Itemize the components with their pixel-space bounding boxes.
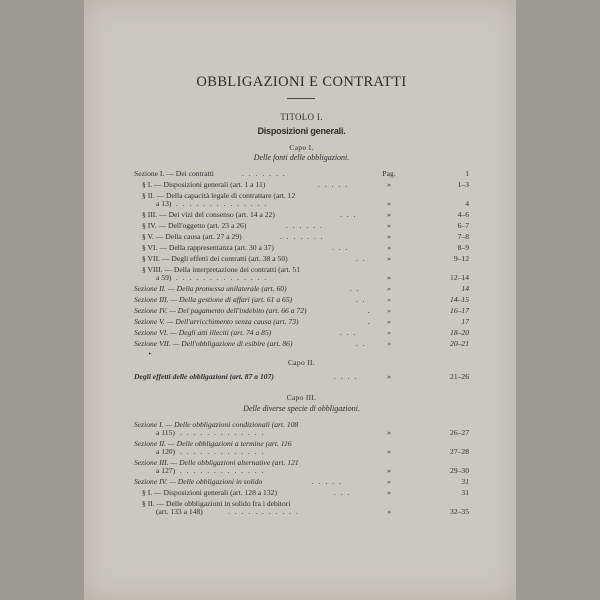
toc-entry-label: Sezione I. — Dei contratti — [134, 169, 214, 178]
toc-page-prefix: » — [387, 466, 391, 475]
toc-page-number: 4–6 — [457, 210, 469, 219]
toc-page-number: 20–21 — [450, 339, 469, 348]
toc-page-prefix: » — [387, 488, 391, 497]
toc-leader-dots: . . — [350, 284, 361, 293]
toc-entry — [134, 169, 469, 179]
toc-leader-dots: . . — [356, 295, 367, 304]
toc-page-prefix: » — [387, 180, 391, 189]
toc-page-number: 9–12 — [453, 254, 469, 263]
toc-page-number: 29–30 — [450, 466, 469, 475]
toc-entry-label: § VI. — Della rappresentanza (art. 30 a 37) — [142, 243, 274, 252]
toc-page-prefix: » — [387, 428, 391, 437]
title-divider — [287, 98, 315, 99]
toc-page-prefix: » — [387, 372, 391, 381]
toc-page-prefix: » — [387, 306, 391, 315]
toc-leader-dots: . . . . . — [318, 180, 349, 189]
toc-leader-dots: . . . . . . . . . . . — [228, 507, 300, 516]
toc-leader-dots: . . . . . . . . . . . . . — [180, 428, 265, 437]
toc-leader-dots: . . . . . . . . . . . . . . — [176, 199, 268, 208]
toc-leader-dots: . . . — [332, 243, 349, 252]
toc-entry — [134, 477, 469, 487]
toc-page-number: 6–7 — [457, 221, 469, 230]
toc-entry-label: § III. — Dei vizi del consenso (art. 14 a 22) — [142, 210, 275, 219]
toc-entry — [134, 466, 469, 476]
toc-entry-label: Sezione IV. — Delle obbligazioni in solido — [134, 477, 263, 486]
toc-leader-dots: . — [368, 317, 372, 326]
toc-entry-label: Sezione III. — Delle obbligazioni alternative (art. 121 — [134, 458, 299, 467]
toc-entry-label: a 127) — [156, 466, 176, 475]
toc-leader-dots: . . . . . . . — [280, 232, 325, 241]
toc-entry-label: a 59) — [156, 273, 172, 282]
toc-page-prefix: » — [387, 447, 391, 456]
toc-page-prefix: » — [387, 221, 391, 230]
toc-entry — [134, 221, 469, 231]
capo-2-heading: Capo II. — [288, 358, 315, 367]
toc-leader-dots: . . . . . — [312, 477, 343, 486]
toc-leader-dots: . . . . — [334, 372, 358, 381]
toc-page-prefix: » — [387, 339, 391, 348]
toc-entry-label: § IV. — Dell'oggetto (art. 23 a 26) — [142, 221, 247, 230]
toc-leader-dots: . . . . . . . . . . . . . . — [176, 273, 268, 282]
toc-page-number: 1–3 — [457, 180, 469, 189]
toc-entry-label: (art. 133 a 148) — [156, 507, 203, 516]
toc-page-prefix: » — [387, 232, 391, 241]
toc-entry-label: § I. — Disposizioni generali (art. 1 a 11) — [142, 180, 266, 189]
toc-entry-label: Sezione VII. — Dell'obbligazione di esibire (art. 86) — [134, 339, 293, 348]
titolo-heading: TITOLO I. — [280, 112, 323, 122]
toc-page-prefix: » — [387, 317, 391, 326]
toc-leader-dots: . . — [356, 339, 367, 348]
toc-page-number: 31 — [461, 477, 469, 486]
toc-leader-dots: . . . — [340, 210, 357, 219]
capo-3-heading: Capo III. — [286, 393, 317, 402]
toc-entry-label: a 120) — [156, 447, 176, 456]
toc-entry — [134, 284, 469, 294]
toc-entry-label: § I. — Disposizioni generali (art. 128 a 132) — [142, 488, 277, 497]
toc-page-number: 17 — [461, 317, 469, 326]
capo-1-subtitle: Delle fonti delle obbligazioni. — [253, 153, 350, 162]
toc-page-number: 27–28 — [450, 447, 469, 456]
toc-page-number: 1 — [465, 169, 469, 178]
toc-page-number: 7–8 — [457, 232, 469, 241]
toc-entry — [134, 273, 469, 283]
toc-page-prefix: » — [387, 273, 391, 282]
toc-page-prefix: » — [387, 199, 391, 208]
book-page — [84, 0, 516, 600]
toc-entry — [134, 317, 469, 327]
toc-entry-label: Sezione V. — Dell'arricchimento senza causa (art. 73) — [134, 317, 299, 326]
toc-entry-label: Sezione II. — Delle obbligazioni a termine (art. 116 — [134, 439, 292, 448]
capo-1-heading: Capo I. — [289, 143, 314, 152]
toc-leader-dots: . . . . . . . . . . . . . — [180, 466, 265, 475]
toc-page-number: 8–9 — [457, 243, 469, 252]
toc-page-number: 4 — [465, 199, 469, 208]
toc-leader-dots: . . . . . . — [286, 221, 324, 230]
toc-entry-label: § II. — Della capacità legale di contrattare (art. 12 — [142, 191, 296, 200]
toc-entry — [134, 295, 469, 305]
toc-entry-label: Sezione VI. — Degli atti illeciti (art. 74 a 85) — [134, 328, 272, 337]
toc-leader-dots: . . — [356, 254, 367, 263]
toc-leader-dots: . . . — [334, 488, 351, 497]
toc-entry — [134, 232, 469, 242]
toc-entry-label: § VIII. — Della interpretazione dei contratti (art. 51 — [142, 265, 301, 274]
toc-page-prefix: » — [387, 477, 391, 486]
toc-page-number: 16–17 — [450, 306, 469, 315]
toc-page-number: 18–20 — [450, 328, 469, 337]
toc-page-number: 14 — [461, 284, 469, 293]
toc-page-number: 21–26 — [450, 372, 469, 381]
toc-page-number: 12–14 — [450, 273, 469, 282]
toc-entry — [134, 199, 469, 209]
toc-page-number: 31 — [461, 488, 469, 497]
toc-page-prefix: » — [387, 210, 391, 219]
titolo-subtitle: Disposizioni generali. — [257, 126, 346, 136]
toc-entry-label: § II. — Delle obbligazioni in solido fra i debitori — [142, 499, 291, 508]
toc-leader-dots: . . . . . . . — [242, 169, 287, 178]
toc-entry — [134, 254, 469, 264]
toc-entry — [134, 428, 469, 438]
toc-entry-label: Sezione IV. — Del pagamento dell'indebito (art. 66 a 72) — [134, 306, 307, 315]
stray-mark: • — [148, 351, 152, 358]
toc-entry — [134, 243, 469, 253]
toc-entry-label: § VII. — Degli effetti dei contratti (art. 38 a 50) — [142, 254, 288, 263]
toc-page-prefix: » — [387, 284, 391, 293]
toc-entry-label: Degli effetti delle obbligazioni (art. 87 a 107) — [134, 372, 274, 381]
toc-page-prefix: » — [387, 328, 391, 337]
toc-page-prefix: Pag. — [382, 169, 396, 178]
toc-entry-label: a 115) — [156, 428, 175, 437]
toc-leader-dots: . . . . . . . . . . . . . — [180, 447, 265, 456]
toc-entry — [134, 210, 469, 220]
toc-entry — [134, 488, 469, 498]
toc-page-number: 32–35 — [450, 507, 469, 516]
toc-page-number: 14–15 — [450, 295, 469, 304]
toc-entry — [134, 372, 469, 382]
toc-entry-label: Sezione I. — Delle obbligazioni condizionali (art. 108 — [134, 420, 299, 429]
toc-entry — [134, 306, 469, 316]
toc-entry — [134, 180, 469, 190]
capo-3-subtitle: Delle diverse specie di obbligazioni. — [243, 404, 360, 413]
page-title: OBBLIGAZIONI E CONTRATTI — [196, 74, 407, 90]
toc-entry-label: Sezione III. — Della gestione di affari (art. 61 a 65) — [134, 295, 293, 304]
toc-page-prefix: » — [387, 295, 391, 304]
toc-leader-dots: . — [368, 306, 372, 315]
toc-page-prefix: » — [387, 507, 391, 516]
toc-entry — [134, 507, 469, 517]
toc-entry — [134, 447, 469, 457]
toc-page-number: 26–27 — [450, 428, 469, 437]
toc-entry-label: Sezione II. — Della promessa unilaterale (art. 60) — [134, 284, 287, 293]
toc-leader-dots: . . . — [340, 328, 357, 337]
toc-page-prefix: » — [387, 254, 391, 263]
toc-entry-label: a 13) — [156, 199, 172, 208]
toc-entry — [134, 339, 469, 349]
toc-entry-label: § V. — Della causa (art. 27 a 29) — [142, 232, 242, 241]
toc-page-prefix: » — [387, 243, 391, 252]
toc-entry — [134, 328, 469, 338]
